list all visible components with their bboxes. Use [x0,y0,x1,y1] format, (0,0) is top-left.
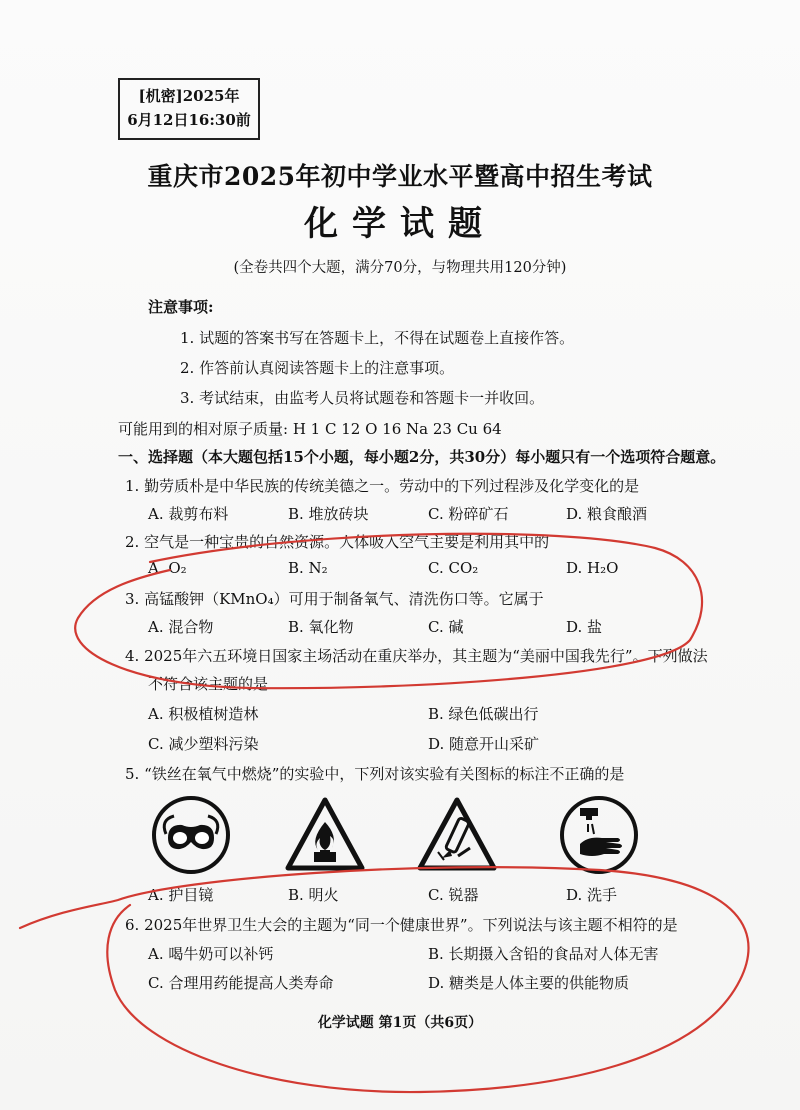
option-b: B. 氧化物 [288,618,354,636]
note-item: 3. 考试结束，由监考人员将试题卷和答题卡一并收回。 [180,389,545,407]
option-b: B. 堆放砖块 [288,505,369,523]
note-item: 2. 作答前认真阅读答题卡上的注意事项。 [180,359,455,377]
option-a: A. 混合物 [148,618,214,636]
section-heading: 一、选择题（本大题包括15个小题，每小题2分，共30分）每小题只有一个选项符合题意。 [118,448,726,466]
page-footer: 化学试题 第1页（共6页） [317,1015,483,1031]
option-b: B. 绿色低碳出行 [428,705,539,723]
option-c: C. 碱 [428,618,464,636]
question-stem-continued: 不符合该主题的是 [148,675,269,693]
confidential-line2: 6月12日16:30前 [127,111,251,129]
option-d: D. 随意开山采矿 [428,735,540,753]
option-c: C. 减少塑料污染 [148,735,259,753]
option-c: C. 合理用药能提高人类寿命 [148,974,334,992]
option-a: A. 积极植树造林 [148,705,259,723]
option-d: D. H₂O [566,559,619,577]
question-stem: 1. 勤劳质朴是中华民族的传统美德之一。劳动中的下列过程涉及化学变化的是 [125,477,640,495]
exam-title: 重庆市2025年初中学业水平暨高中招生考试 [147,162,653,191]
option-b: B. 长期摄入含铅的食品对人体无害 [428,945,659,963]
question-stem: 6. 2025年世界卫生大会的主题为“同一个健康世界”。下列说法与该主题不相符的是 [125,916,678,934]
option-d: D. 糖类是人体主要的供能物质 [428,974,630,992]
option-b: B. 明火 [288,886,339,904]
exam-subtitle: (全卷共四个大题，满分70分，与物理共用120分钟) [233,260,567,276]
option-d: D. 盐 [566,618,603,636]
subject-title: 化学试题 [304,204,496,244]
option-c: C. CO₂ [428,559,479,577]
option-c: C. 锐器 [428,886,479,904]
notes-heading: 注意事项: [148,298,214,316]
option-b: B. N₂ [288,559,328,577]
confidential-line1: [机密]2025年 [138,87,240,105]
question-stem: 2. 空气是一种宝贵的自然资源。人体吸入空气主要是利用其中的 [125,533,550,551]
option-a: A. 裁剪布料 [148,505,229,523]
option-d: D. 洗手 [566,886,618,904]
option-a: A. 护目镜 [148,886,214,904]
question-stem: 5. “铁丝在氧气中燃烧”的实验中，下列对该实验有关图标的标注不正确的是 [125,765,625,783]
option-c: C. 粉碎矿石 [428,505,509,523]
option-a: A. 喝牛奶可以补钙 [148,945,274,963]
question-stem: 3. 高锰酸钾（KMnO₄）可用于制备氧气、清洗伤口等。它属于 [125,590,544,608]
atomic-masses: 可能用到的相对原子质量: H 1 C 12 O 16 Na 23 Cu 64 [118,420,502,438]
note-item: 1. 试题的答案书写在答题卡上，不得在试题卷上直接作答。 [180,329,575,347]
option-a: A. O₂ [148,559,187,577]
option-d: D. 粮食酿酒 [566,505,648,523]
question-stem: 4. 2025年六五环境日国家主场活动在重庆举办，其主题为“美丽中国我先行”。下列做法 [125,647,708,665]
